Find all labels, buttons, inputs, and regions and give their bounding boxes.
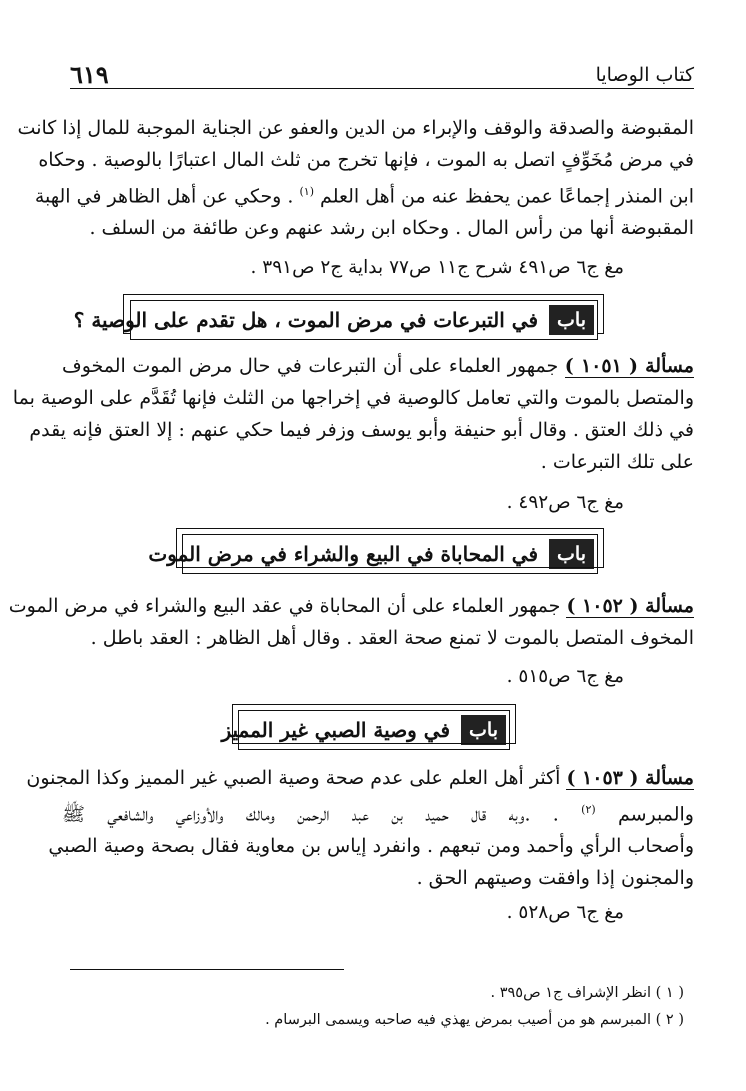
masala-number: مسألة ( ١٠٥١ ) [564, 355, 694, 377]
bab-label: باب [461, 715, 506, 745]
text-segment: والمبرسم [617, 803, 694, 826]
masala-number: مسألة ( ١٠٥٢ ) [566, 595, 694, 617]
text-line: على تلك التبرعات . [540, 451, 694, 473]
text-line [8, 590, 694, 622]
text-line: المخوف المتصل بالموت لا تمنع صحة العقد . وقال أهل الظاهر : العقد باطل . [90, 627, 694, 649]
footnote-marker[interactable]: (٢) [581, 803, 596, 816]
footnote-1: ( ١ ) انظر الإشراف ج١ ص٣٩٥ . [490, 985, 684, 1001]
reference-line: مغ ج٦ ص٤٩١ شرح ج١١ ص٧٧ بداية ج٢ ص٣٩١ . [250, 257, 624, 278]
masala-number: مسألة ( ١٠٥٣ ) [566, 767, 694, 789]
masala-paragraph [8, 590, 694, 654]
text-line: المقبوضة والصدقة والوقف والإبراء من الدين والعفو عن الجناية الموجبة للمال إذا كانت [17, 117, 694, 139]
bab-frame-shadow [232, 704, 516, 744]
text-segment: . .وبه قال حميد بن عبد الرحمن ومالك والأوزاعي والشافعي ﷺ [62, 803, 559, 826]
text-line: المقبوضة أنها من رأس المال . وحكاه ابن رشد عنهم وعن طائفة من السلف . [89, 217, 694, 240]
text-segment: أكثر أهل العلم على عدم صحة وصية الصبي غير المميز وكذا المجنون [26, 767, 561, 789]
running-title: كتاب الوصايا [595, 64, 694, 86]
reference-line: مغ ج٦ ص٤٩٢ . [506, 492, 624, 513]
text-line: في مرض مُخَوِّفٍ اتصل به الموت ، فإنها تخرج من ثلث المال اعتبارًا بالوصية . وحكاه [38, 149, 694, 171]
text-line [26, 762, 694, 794]
masala-paragraph [12, 350, 694, 478]
intro-paragraph [17, 112, 694, 244]
text-line [62, 350, 694, 382]
text-line: والمتصل بالموت والتي تعامل كالوصية في إخراجها من الثلث فإنها تُقَدَّم على الوصية بما [12, 387, 694, 409]
text-segment: . وحكي عن أهل الظاهر في الهبة [34, 185, 294, 208]
text-line: في ذلك العتق . وقال أبو حنيفة وأبو يوسف وزفر فيما حكي عنهم : إلا العتق فإنه يقدم [29, 419, 694, 441]
text-line [34, 176, 694, 212]
text-segment: جمهور العلماء على أن المحاباة في عقد البيع والشراء في مرض الموت [8, 595, 561, 617]
masala-paragraph [26, 762, 694, 894]
text-line: والمجنون إذا وافقت وصيتهم الحق . [416, 867, 694, 890]
header-rule [70, 88, 694, 89]
page-number: ٦١٩ [70, 60, 109, 89]
section-title: في التبرعات في مرض الموت ، هل تقدم على الوصية ؟ [73, 308, 539, 332]
bab-label: باب [549, 539, 594, 569]
page-header [70, 60, 694, 90]
bab-frame-shadow [176, 528, 604, 568]
reference-line: مغ ج٦ ص٥١٥ . [506, 666, 624, 687]
footnote-2: ( ٢ ) المبرسم هو من أصيب بمرض يهذي فيه صاحبه ويسمى البرسام . [265, 1012, 684, 1028]
footnote-marker[interactable]: (١) [299, 185, 314, 198]
footnote-rule [70, 969, 344, 970]
bab-label: باب [549, 305, 594, 335]
text-line [62, 794, 694, 830]
section-heading [73, 300, 598, 340]
text-segment: جمهور العلماء على أن التبرعات في حال مرض الموت المخوف [62, 355, 559, 377]
text-line: وأصحاب الرأي وأحمد ومن تبعهم . وانفرد إياس بن معاوية فقال بصحة وصية الصبي [48, 835, 694, 858]
reference-line: مغ ج٦ ص٥٢٨ . [506, 902, 624, 923]
section-title: في المحاباة في البيع والشراء في مرض الموت [148, 542, 539, 566]
section-title: في وصية الصبي غير المميز [221, 718, 451, 742]
text-segment: ابن المنذر إجماعًا عمن يحفظ عنه من أهل العلم [320, 185, 694, 208]
